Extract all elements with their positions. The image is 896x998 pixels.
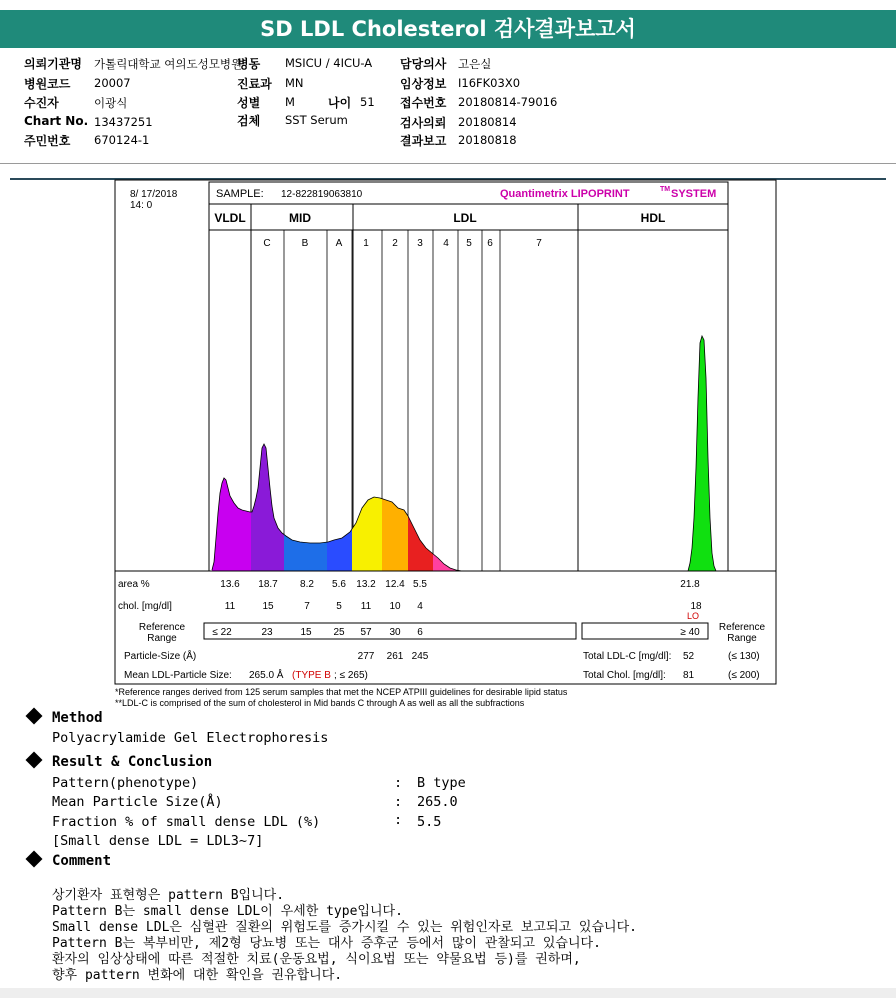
mean-size-value: 265.0 Å bbox=[249, 670, 284, 681]
chol-value: 7 bbox=[304, 601, 310, 612]
band-label: C bbox=[263, 238, 271, 249]
row-label-psize: Particle-Size (Å) bbox=[124, 651, 197, 662]
result-label-fraction: Fraction % of small dense LDL (%) bbox=[52, 814, 321, 830]
mean-type-flag: (TYPE B bbox=[292, 670, 331, 681]
reference-value: 25 bbox=[333, 627, 345, 638]
comment-line: 상기환자 표현형은 pattern B입니다. bbox=[52, 888, 285, 903]
comment-heading-text: Comment bbox=[52, 853, 112, 869]
age-value: 51 bbox=[360, 95, 375, 109]
chol-value: 10 bbox=[389, 601, 401, 612]
system-suffix: SYSTEM bbox=[671, 188, 717, 200]
comment-line: 향후 pattern 변화에 대한 확인을 권유합니다. bbox=[52, 968, 343, 983]
chart-no-label: Chart No. bbox=[24, 114, 89, 128]
comment-heading bbox=[28, 853, 111, 869]
row-label-mean: Mean LDL-Particle Size: bbox=[124, 670, 232, 681]
reference-range-label: Range bbox=[727, 633, 757, 644]
total-ldl-range: (≤ 130) bbox=[728, 651, 760, 662]
band-label: 3 bbox=[417, 238, 423, 249]
hdl-chol-value: 18 bbox=[690, 601, 702, 612]
area-value: 8.2 bbox=[300, 579, 314, 590]
patient-value: 이광식 bbox=[94, 96, 128, 110]
reference-value: 30 bbox=[389, 627, 401, 638]
specimen-label: 검체 bbox=[237, 114, 261, 128]
colon: : bbox=[394, 775, 403, 791]
report-frame bbox=[115, 180, 776, 684]
method-heading bbox=[28, 710, 103, 726]
row-label-ref: Range bbox=[147, 633, 177, 644]
result-heading bbox=[28, 754, 212, 770]
clinical-info-label: 임상정보 bbox=[400, 77, 447, 91]
band-label: 7 bbox=[536, 238, 542, 249]
comment-text bbox=[52, 872, 637, 984]
row-label-chol: chol. [mg/dl] bbox=[118, 601, 172, 612]
group-mid: MID bbox=[289, 211, 311, 225]
group-hdl: HDL bbox=[640, 211, 666, 225]
colon: : bbox=[394, 812, 403, 828]
particle-size-value: 245 bbox=[411, 651, 429, 662]
specimen-value: SST Serum bbox=[285, 113, 348, 127]
colon: : bbox=[394, 794, 403, 810]
area-value: 13.6 bbox=[220, 579, 240, 590]
system-name: Quantimetrix LIPOPRINT bbox=[500, 188, 630, 200]
area-value: 13.2 bbox=[356, 579, 376, 590]
diamond-bullet-icon bbox=[26, 752, 43, 769]
area-value: 18.7 bbox=[258, 579, 278, 590]
reference-value: 15 bbox=[300, 627, 312, 638]
reference-value: 6 bbox=[417, 627, 423, 638]
receipt-no-value: 20180814-79016 bbox=[458, 95, 558, 109]
method-heading-text: Method bbox=[52, 710, 103, 726]
band-label: 2 bbox=[392, 238, 398, 249]
hospital-code-value: 20007 bbox=[94, 76, 131, 90]
result-label-size: Mean Particle Size(Å) bbox=[52, 794, 223, 810]
band-label: B bbox=[301, 238, 309, 249]
clinical-info-value: I16FK03X0 bbox=[458, 76, 521, 90]
total-ldl-value: 52 bbox=[683, 651, 695, 662]
report-date: 8/ 17/2018 bbox=[130, 189, 178, 200]
row-label-area: area % bbox=[118, 579, 150, 590]
diamond-bullet-icon bbox=[26, 851, 43, 868]
report-date-label: 결과보고 bbox=[400, 134, 447, 148]
result-value-fraction: 5.5 bbox=[417, 814, 442, 830]
total-chol-label: Total Chol. [mg/dl]: bbox=[583, 670, 666, 681]
band-label: A bbox=[335, 238, 343, 249]
result-label-pattern: Pattern(phenotype) bbox=[52, 775, 199, 791]
sample-id: 12-822819063810 bbox=[281, 189, 363, 200]
band-label: 5 bbox=[466, 238, 472, 249]
report-time: 14: 0 bbox=[130, 200, 153, 211]
system-tm: TM bbox=[660, 186, 671, 193]
area-value: 5.5 bbox=[413, 579, 427, 590]
receipt-no-label: 접수번호 bbox=[400, 96, 447, 110]
department-label: 진료과 bbox=[237, 77, 272, 91]
total-chol-value: 81 bbox=[683, 670, 695, 681]
reference-value: 57 bbox=[360, 627, 372, 638]
facility-label: 의뢰기관명 bbox=[24, 57, 82, 71]
comment-line: Pattern B는 복부비만, 제2형 당뇨병 또는 대사 증후군 등에서 많이 관찰되고 있습니다. bbox=[52, 936, 601, 951]
reference-range-label: Reference bbox=[718, 622, 766, 633]
total-chol-range: (≤ 200) bbox=[728, 670, 760, 681]
hospital-code-label: 병원코드 bbox=[24, 77, 71, 91]
hdl-reference-value: ≥ 40 bbox=[680, 627, 700, 638]
method-text: Polyacrylamide Gel Electrophoresis bbox=[52, 730, 329, 746]
lipoprint-report bbox=[0, 178, 896, 708]
diamond-bullet-icon bbox=[26, 708, 43, 725]
chol-value: 4 bbox=[417, 601, 423, 612]
report-title: SD LDL Cholesterol 검사결과보고서 bbox=[0, 10, 896, 48]
particle-size-value: 261 bbox=[386, 651, 404, 662]
reference-value: ≤ 22 bbox=[212, 627, 232, 638]
physician-value: 고은실 bbox=[458, 57, 492, 71]
area-value: 12.4 bbox=[385, 579, 405, 590]
comment-line: 환자의 임상상태에 따른 적절한 치료(운동요법, 식이요법 또는 약물요법 등)를 권하며, bbox=[52, 952, 581, 967]
footnote: *Reference ranges derived from 125 serum samples that met the NCEP ATPIII guidelines for desirable lipid status bbox=[115, 687, 568, 697]
reference-value: 23 bbox=[261, 627, 273, 638]
footnote: **LDL-C is comprised of the sum of cholesterol in Mid bands C through A as well as all the subfractions bbox=[115, 698, 525, 708]
particle-size-value: 277 bbox=[357, 651, 375, 662]
total-ldl-label: Total LDL-C [mg/dl]: bbox=[583, 651, 672, 662]
hdl-area-value: 21.8 bbox=[680, 579, 700, 590]
mean-range: ; ≤ 265) bbox=[334, 670, 368, 681]
result-value-size: 265.0 bbox=[417, 794, 458, 810]
result-heading-text: Result & Conclusion bbox=[52, 754, 213, 770]
comment-line: Pattern B는 small dense LDL이 우세한 type입니다. bbox=[52, 904, 403, 919]
request-date-value: 20180814 bbox=[458, 115, 517, 129]
resident-no-value: 670124-1 bbox=[94, 133, 150, 147]
chol-value: 11 bbox=[224, 601, 236, 612]
comment-line: Small dense LDL은 심혈관 질환의 위험도를 증가시킬 수 있는 위험인자로 보고되고 있습니다. bbox=[52, 920, 637, 935]
age-label: 나이 bbox=[328, 96, 352, 110]
sex-value: M bbox=[285, 95, 295, 109]
chol-value: 5 bbox=[336, 601, 342, 612]
result-value-pattern: B type bbox=[417, 775, 466, 791]
resident-no-label: 주민번호 bbox=[24, 134, 71, 148]
group-ldl: LDL bbox=[453, 211, 477, 225]
chol-value: 15 bbox=[262, 601, 274, 612]
report-date-value: 20180818 bbox=[458, 133, 517, 147]
hdl-low-flag: LO bbox=[686, 611, 700, 621]
physician-label: 담당의사 bbox=[400, 57, 447, 71]
department-value: MN bbox=[285, 76, 304, 90]
band-label: 6 bbox=[487, 238, 493, 249]
ward-value: MSICU / 4ICU-A bbox=[285, 56, 373, 70]
chol-value: 11 bbox=[360, 601, 372, 612]
patient-label: 수진자 bbox=[24, 96, 59, 110]
group-vldl: VLDL bbox=[214, 211, 246, 225]
request-date-label: 검사의뢰 bbox=[400, 116, 447, 130]
result-note: [Small dense LDL = LDL3~7] bbox=[52, 833, 264, 849]
band-label: 1 bbox=[363, 238, 369, 249]
sample-label: SAMPLE: bbox=[216, 188, 264, 200]
sex-label: 성별 bbox=[237, 96, 261, 110]
divider bbox=[0, 163, 896, 164]
page-bottom bbox=[0, 988, 896, 998]
facility-value: 가톨릭대학교 여의도성모병원 bbox=[94, 57, 243, 71]
ward-label: 병동 bbox=[237, 57, 261, 71]
area-value: 5.6 bbox=[332, 579, 346, 590]
band-label: 4 bbox=[443, 238, 449, 249]
chart-no-value: 13437251 bbox=[94, 115, 153, 129]
row-label-ref: Reference bbox=[138, 622, 186, 633]
